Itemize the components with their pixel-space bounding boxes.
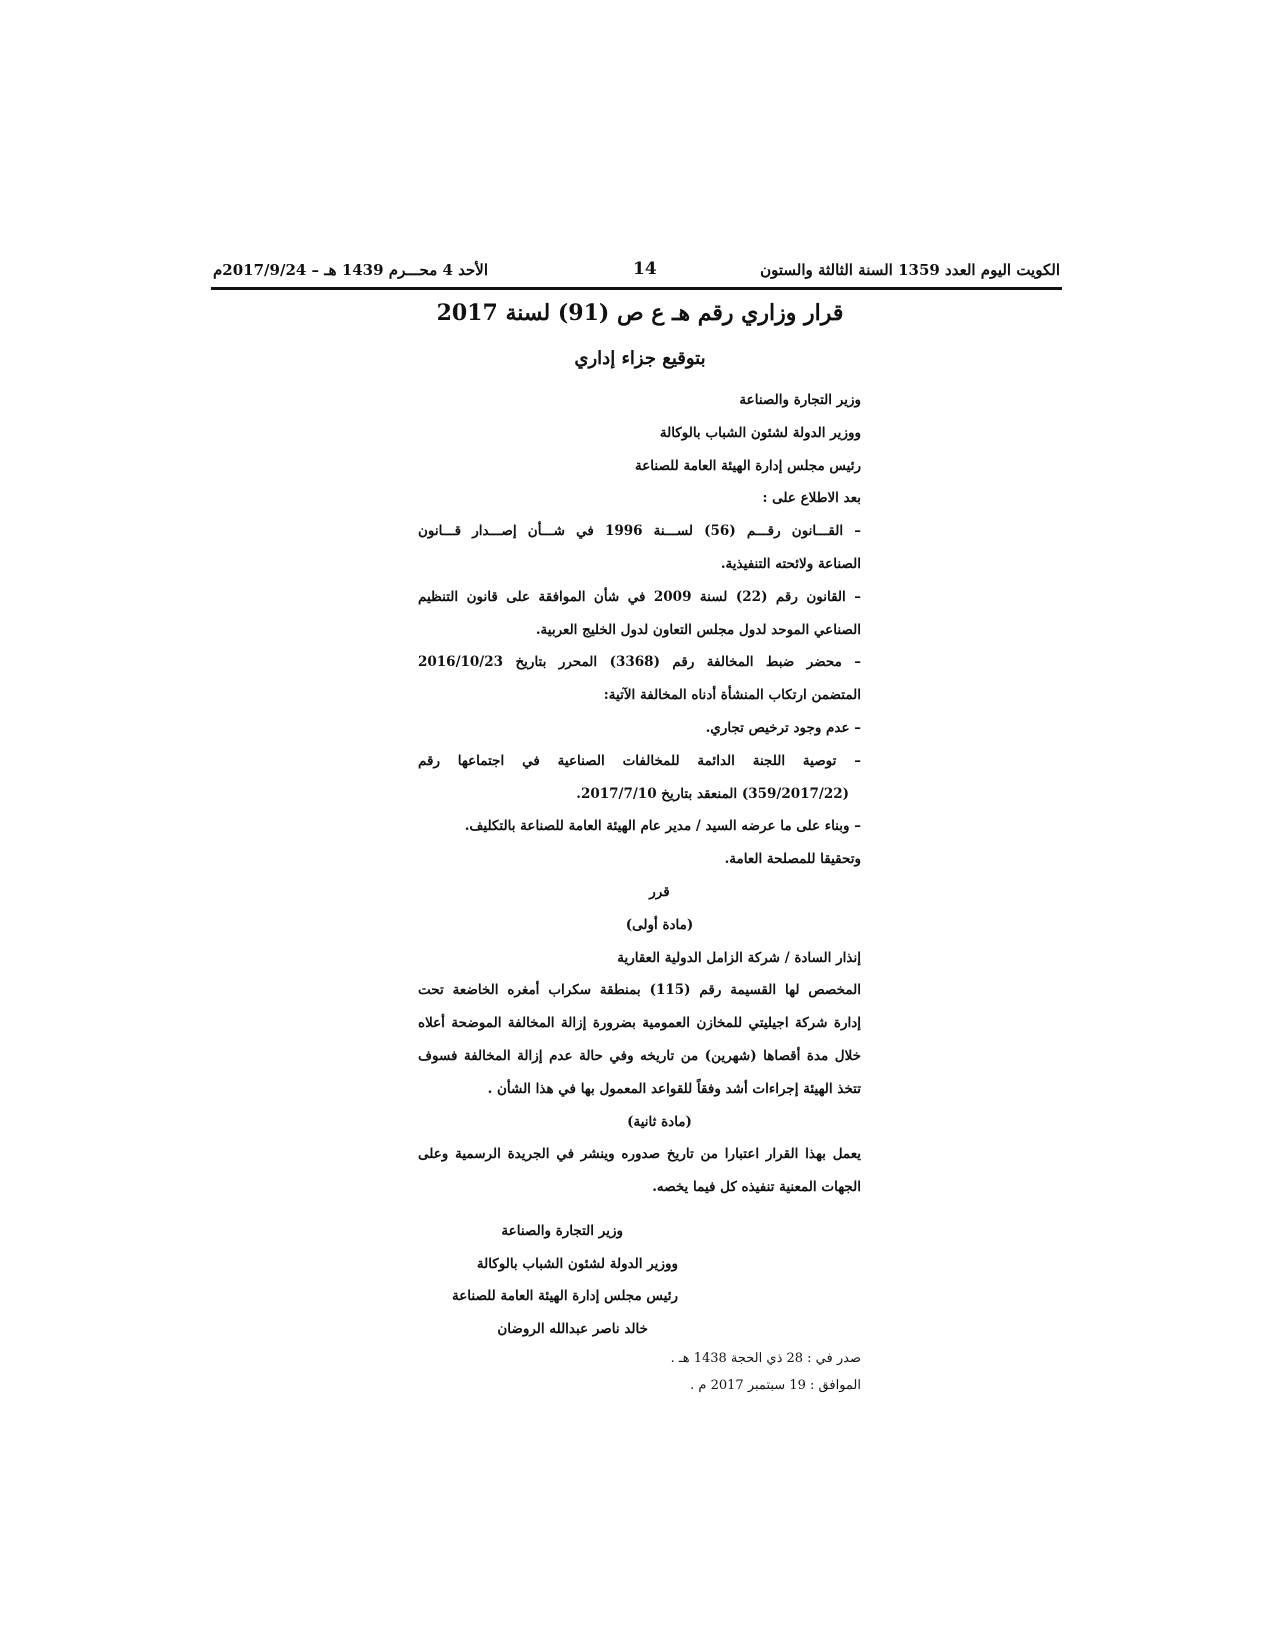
reference-line: وتحقيقا للمصلحة العامة. <box>724 851 861 868</box>
article-two-heading: (مادة ثانية) <box>627 1113 692 1130</box>
header-rule <box>211 287 1062 290</box>
authority-line: وزير التجارة والصناعة <box>739 392 861 408</box>
article-one-line: تتخذ الهيئة إجراءات أشد وفقاً للقواعد المعمول بها في هذا الشأن . <box>487 1080 861 1097</box>
decree-title: قرار وزاري رقم هـ ع ص (91) لسنة 2017 <box>436 300 844 326</box>
reference-line: الصناعي الموحد لدول مجلس التعاون لدول الخليج العربية. <box>535 621 861 638</box>
article-two-line: يعمل بهذا القرار اعتبارا من تاريخ صدوره وينشر في الجريدة الرسمية وعلى <box>418 1146 861 1163</box>
article-one-heading: (مادة أولى) <box>625 916 694 933</box>
reference-line: – القانون رقم (22) لسنة 2009 في شأن الموافقة على قانون التنظيم <box>418 588 862 605</box>
article-one-line: إدارة شركة اجيليتي للمخازن العمومية بضرورة إزالة المخالفة الموضحة أعلاه <box>418 1015 861 1032</box>
decree-body <box>418 384 861 1204</box>
signatory-name: خالد ناصر عبدالله الروضان <box>497 1320 648 1337</box>
authority-line: ووزير الدولة لشئون الشباب بالوكالة <box>659 424 861 441</box>
article-two-line: الجهات المعنية تنفيذه كل فيما يخصه. <box>652 1179 861 1196</box>
signatory-title: رئيس مجلس إدارة الهيئة العامة للصناعة <box>452 1288 678 1304</box>
article-one-line: إنذار السادة / شركة الزامل الدولية العقارية <box>617 949 861 966</box>
authority-line: رئيس مجلس إدارة الهيئة العامة للصناعة <box>635 457 861 474</box>
after-review: بعد الاطلاع على : <box>762 490 861 507</box>
reference-line: (359/2017/22) المنعقد بتاريخ 2017/7/10. <box>576 785 849 802</box>
signatory-title: ووزير الدولة لشئون الشباب بالوكالة <box>476 1255 678 1272</box>
issue-date-block <box>560 1345 861 1399</box>
decree-subtitle: بتوقيع جزاء إداري <box>574 348 706 369</box>
page-header <box>213 257 1060 285</box>
reference-line: – القـــانون رقـــم (56) لســـنة 1996 في شـــأن إصـــدار قـــانون <box>418 523 861 540</box>
reference-line: – توصية اللجنة الدائمة للمخالفات الصناعية في اجتماعها رقم <box>418 752 861 769</box>
issued-hijri: صدر في : 28 ذي الحجة 1438 هـ . <box>670 1351 861 1366</box>
signatory-title: وزير التجارة والصناعة <box>501 1223 623 1239</box>
reference-line: المتضمن ارتكاب المنشأة أدناه المخالفة الآتية: <box>603 687 861 704</box>
decided-heading: قرر <box>649 883 670 900</box>
signature-block <box>418 1215 678 1345</box>
article-one-line: خلال مدة أقصاها (شهرين) من تاريخه وفي حالة عدم إزالة المخالفة فسوف <box>418 1047 861 1064</box>
page-number: 14 <box>633 259 657 279</box>
issue-date: الأحد 4 محـــرم 1439 هـ – 2017/9/24م <box>213 261 489 279</box>
reference-line: – وبناء على ما عرضه السيد / مدير عام الهيئة العامة للصناعة بالتكليف. <box>464 818 861 835</box>
reference-line: – عدم وجود ترخيص تجاري. <box>705 719 861 736</box>
gazette-issue-info: الكويت اليوم العدد 1359 السنة الثالثة والستون <box>760 261 1060 279</box>
article-one-line: المخصص لها القسيمة رقم (115) بمنطقة سكراب أمغره الخاضعة تحت <box>418 982 861 999</box>
reference-line: – محضر ضبط المخالفة رقم (3368) المحرر بتاريخ 2016/10/23 <box>418 654 861 671</box>
issued-gregorian: الموافق : 19 سبتمبر 2017 م . <box>690 1378 861 1393</box>
reference-line: الصناعة ولائحته التنفيذية. <box>720 555 861 572</box>
